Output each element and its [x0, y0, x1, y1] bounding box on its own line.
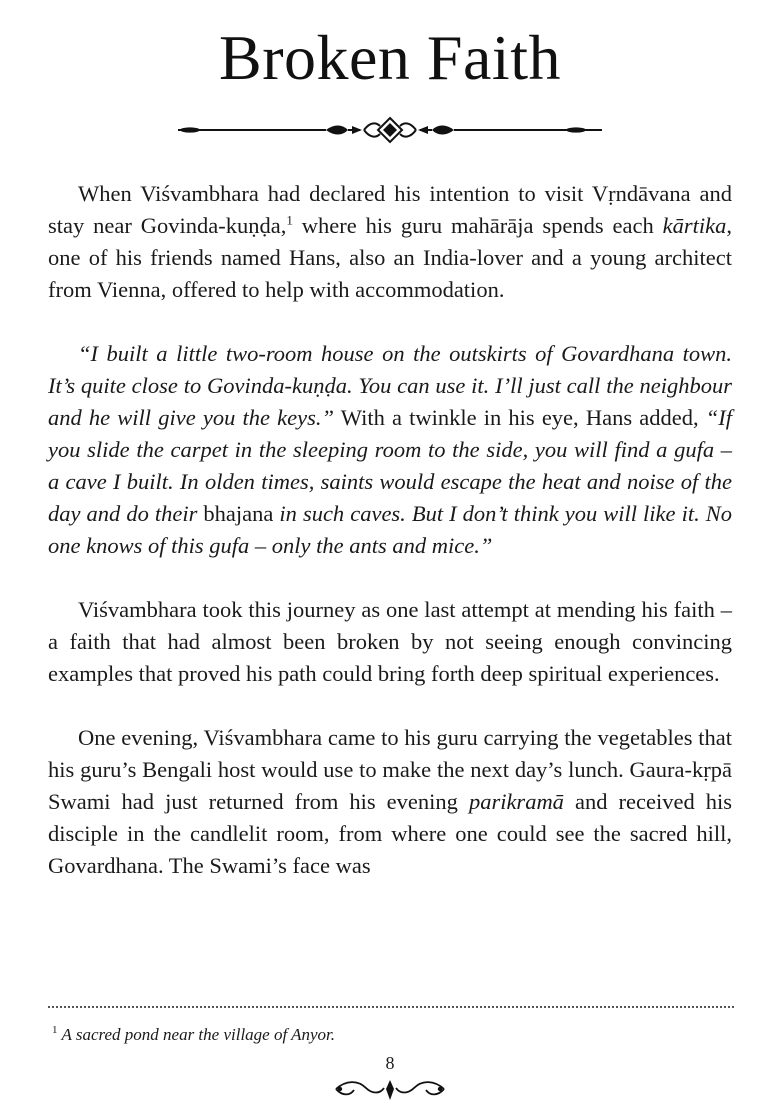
paragraph-2-narration: With a twinkle in his eye, Hans added, [333, 405, 706, 430]
page-number: 8 [385, 1053, 395, 1073]
footnote-text: A sacred pond near the village of Anyor. [61, 1025, 336, 1044]
chapter-body [48, 178, 732, 914]
title-ornament-icon [176, 112, 604, 148]
paragraph-2-quote-c: in such caves. But I don’t think you will like it. No one knows of this gufa – only the ants and mice.” [48, 501, 732, 558]
paragraph-3: Viśvambhara took this journey as one last attempt at mending his faith – a faith that had almost been broken by not seeing enough convincing examples that proved his path could bring forth deep spiritual experiences. [48, 597, 732, 686]
chapter-title: Broken Faith [219, 22, 561, 93]
footnote-divider [48, 1006, 734, 1008]
paragraph-4-text-b: and received his disciple in the candlelit room, from where one could see the sacred hill, Govardhana. The Swami’s face was [48, 789, 732, 878]
paragraph-2-quote-b: “If you slide the carpet in the sleeping room to the side, you will find a gufa – a cave I built. In olden times, saints would escape the heat and noise of the day and do their [48, 405, 732, 526]
paragraph-1 [48, 178, 732, 306]
paragraph-4-text-a: One evening, Viśvambhara came to his guru carrying the vegetables that his guru’s Bengali host would use to make the next day’s lunch. Gaura-kṛpā Swami had just returned from his evening [48, 725, 732, 814]
paragraph-1-italic-term: kārtika [662, 213, 727, 238]
page-ornament-icon [332, 1076, 448, 1102]
paragraph-2 [48, 338, 732, 562]
footnote [52, 1024, 335, 1046]
paragraph-1-text-c: , one of his friends named Hans, also an India-lover and a young architect from Vienna, offered to help with accommodation. [48, 213, 732, 302]
footnote-reference: 1 [286, 212, 293, 228]
footnote-number: 1 [52, 1024, 58, 1037]
paragraph-4-italic-term: parikramā [468, 789, 564, 814]
paragraph-2-quote-a: “I built a little two-room house on the outskirts of Govardhana town. It’s quite close to Govinda-kuṇḍa. You can use it. I’ll just call the neighbour and he will give you the keys.” [48, 341, 732, 430]
paragraph-1-text-a: When Viśvambhara had declared his intention to visit Vṛndāvana and stay near Govinda-kuṇḍa, [48, 181, 732, 238]
paragraph-4 [48, 722, 732, 882]
paragraph-2-upright-term: bhajana [203, 501, 274, 526]
paragraph-1-text-b: where his guru mahārāja spends each [292, 213, 663, 238]
